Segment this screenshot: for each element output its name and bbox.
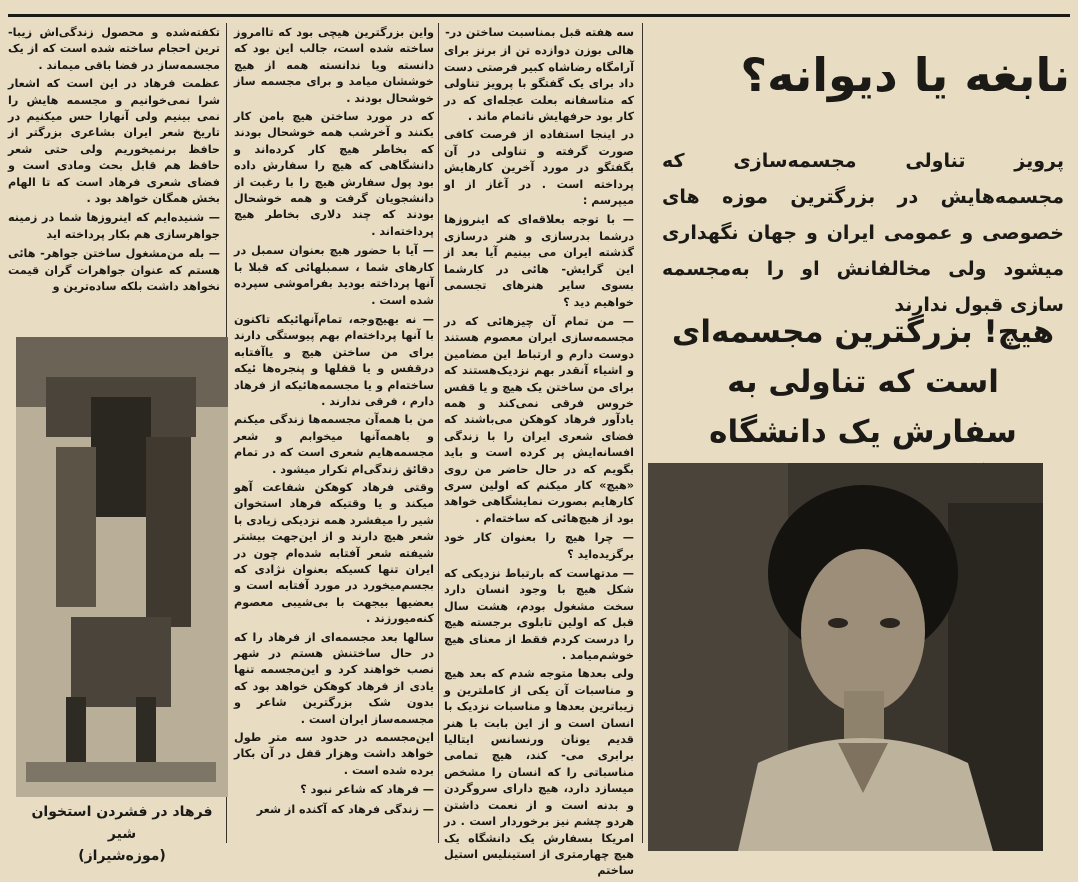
headline-deck: پرویز تناولی مجسمه‌سازی که مجسمه‌هایش در بزرگترین موزه های خصوصی و عمومی ایران و جهان نگهداری میشود ولی مخالفانش او را به‌مجسمه سازی قبول ندارند	[662, 150, 1064, 316]
paragraph: تکفته‌شده و محصول زندگی‌اش زیبا- ترین احجام ساخته شده است که از یک مجسمه‌ساز در فضا باقی میماند .	[8, 26, 220, 72]
question: — با توجه بعلاقه‌ای که اینروزها درشما بدرسازی و هنر درسازی گذشته ایران می بینیم آیا بعد از این گرایش- هائی در کارشما بسوی سایر هنرهای تجسمی خواهیم دید ؟	[444, 213, 634, 309]
text-column-3	[8, 25, 220, 298]
column-rule	[642, 23, 643, 843]
paragraph: وقتی فرهاد کوهکن شفاعت آهو میکند و یا وقتیکه فرهاد استخوان شیر را میفشرد همه نزدیکی زیادی با شعر هیچ دارند و از این‌جهت بیشتر شیفته شعر آفتابه شده‌ام چون در ایران تنها کسیکه بعنوان نژادی که بجسم‌میخورد در مورد آفتابه است و بعضیها بیجهت با بی‌شیبی معصوم کنه‌میورزند .	[233, 480, 434, 626]
portrait-photo	[648, 463, 1043, 851]
headline-main: هیچ! بزرگترین مجسمه‌ای است که تناولی به سفارش یک دانشگاه	[671, 314, 1055, 450]
question: — آیا با حضور هیچ بعنوان سمبل در کارهای شما ، سمبلهائی که قبلا با آنها پرداخته بودید بفراموشی سپرده شده است .	[234, 244, 434, 307]
paragraph: واین بزرگترین هیچی بود که تاامروز ساخته شده است، جالب این بود که دانسته ویا ندانسته همه از هیچ خوششان میامد و برای مجسمه ساز خوشحال بودند .	[234, 26, 434, 105]
answer: — مدتهاست که بارتباط نزدیکی که شکل هیچ با وجود انسان دارد سخت مشغول بودم، هشت سال قبل که اولین تابلوی برجسته هیچ را درست کردم فقط از معنای هیچ خوشم‌میامد .	[444, 567, 634, 663]
answer: — من تمام آن چیزهائی که در مجسمه‌سازی ایران معصوم هستند دوست دارم و ارتباط این مضامین و اشیاء آنقدر بهم نزدیک‌هستند که برای من ساختن یک هیچ و یا قفس خروس فرقی نمی‌کند و همه یادآور فرهاد کوهکن می‌باشند که فضای شعری ایران را با زندگی افسانه‌ایش پر کرده است و باید بگویم که در حال حاضر من روی «هیچ» کار میکنم که اولین سری کارهایم بصورت نمایشگاهی خواهد بود از هیچ‌هائی که ساخته‌ام .	[444, 314, 634, 525]
answer: — زندگی فرهاد که آکنده از شعر	[256, 802, 434, 816]
answer: — نه بهیچ‌وجه، تمام‌آنهائیکه تاکنون با آنها پرداخته‌ام بهم پیوستگی دارند برای من ساختن هیچ و یاآفتابه درقفس و یا قفلها و پنجره‌ها ئیکه ساخته‌ام و یا مجسمه‌هائیکه از فرهاد دارم ، فرقی ندارند .	[234, 312, 434, 408]
sculpture-figure	[16, 337, 228, 797]
newspaper-page	[8, 14, 1070, 878]
portrait-figure	[648, 463, 1043, 851]
caption-line: (موزه‌شیراز)	[78, 848, 166, 864]
question: — فرهاد که شاعر نبود ؟	[300, 783, 434, 797]
text-column-1	[444, 25, 634, 882]
paragraph: این‌مجسمه در حدود سه متر طول خواهد داشت وهزار قفل در آن بکار برده شده است .	[234, 731, 434, 777]
paragraph: سالها بعد مجسمه‌ای از فرهاد را که در حال ساختنش هستم در شهر نصب خواهند کرد و این‌مجسمه تنها یادی از فرهاد کوهکن خواهد بود که بدون شک بزرگترین شاعر و مجسمه‌ساز ایران است .	[234, 630, 434, 726]
headline-kicker: نابغه یا دیوانه؟	[740, 48, 1070, 102]
paragraph: سه هفته قبل بمناسبت ساختن در-	[445, 26, 634, 39]
sculpture-photo	[16, 337, 228, 797]
paragraph: ولی بعدها متوجه شدم که بعد هیچ و مناسبات آن یکی از کاملترین و زیباترین بعدها و مناسبات نزدیک با انسان است و از این بابت با هنر قدیم یونان ورنسانس ایتالیا برابری می- کند، هیچ تمامی مناسباتی را که انسان را مشخص میسازد دارد، هیچ دارای سروگردن و بدنه است و از نعمت داشتن هردو چشم نیز برخوردار است . در امریکا بسفارش یک دانشگاه یک هیچ چهارمتری از استینلیس استیل ساختم	[444, 667, 634, 878]
paragraph: من با همه‌آن مجسمه‌ها زندگی میکنم و باهمه‌آنها میخوابم و شعر مجسمه‌هایم شعری است که در تمام دقائق زندگی‌ام تکرار میشود .	[234, 413, 434, 476]
paragraph: عظمت فرهاد در این است که اشعار شرا نمی‌خوانیم و مجسمه هایش را نمی بینیم ولی آنهارا حس میکنیم در تاریخ شعر ایران بشاعری بزرگتر از حافظ برنمیخوریم ولی حتی شعر حافظ هم قابل بحث ومادی است و فضای شعری فرهاد است که تا الهام بخش همگان خواهد بود .	[8, 77, 220, 206]
question: — چرا هیچ را بعنوان کار خود برگزیده‌اید ؟	[444, 531, 634, 561]
column-rule	[438, 23, 439, 843]
paragraph: هالی بوزن دوازده تن از برنز برای آرامگاه رضاشاه کبیر فرصتی دست داد برای یک گفتگو با پرویز تناولی که متاسفانه بعلت عجله‌ای که در کار بود حرفهایش ناتمام ماند .	[444, 44, 634, 124]
caption-line: فرهاد در فشردن استخوان شیر	[31, 804, 213, 842]
sculpture-caption	[16, 801, 228, 867]
text-column-2	[234, 25, 434, 820]
paragraph: در اینجا استفاده از فرصت کافی صورت گرفته و تناولی در آن بگفتگو در مورد آخرین کارهایش پرداخته است . در آغاز از او میپرسم :	[444, 128, 634, 208]
answer: — بله من‌مشغول ساختن جواهر- هائی هستم که عنوان جواهرات گران قیمت نخواهد داشت بلکه ساده‌ترین و	[8, 247, 220, 294]
paragraph: که در مورد ساختن هیچ بامن کار بکنند و آخرشب همه خوشحال بودند که بخاطر هیچ کار کرده‌اند و دانشگاهی که هیچ را سفارش داده بود پول سفارش هیچ را با رغبت از دانشجویان گرفت و همه خوشحال بودند که چند دلاری بخاطر هیچ پرداخته‌اند .	[234, 110, 434, 238]
question: — شنیده‌ایم که اینروزها شما در زمینه جواهرسازی هم بکار پرداخته اید	[8, 211, 220, 241]
